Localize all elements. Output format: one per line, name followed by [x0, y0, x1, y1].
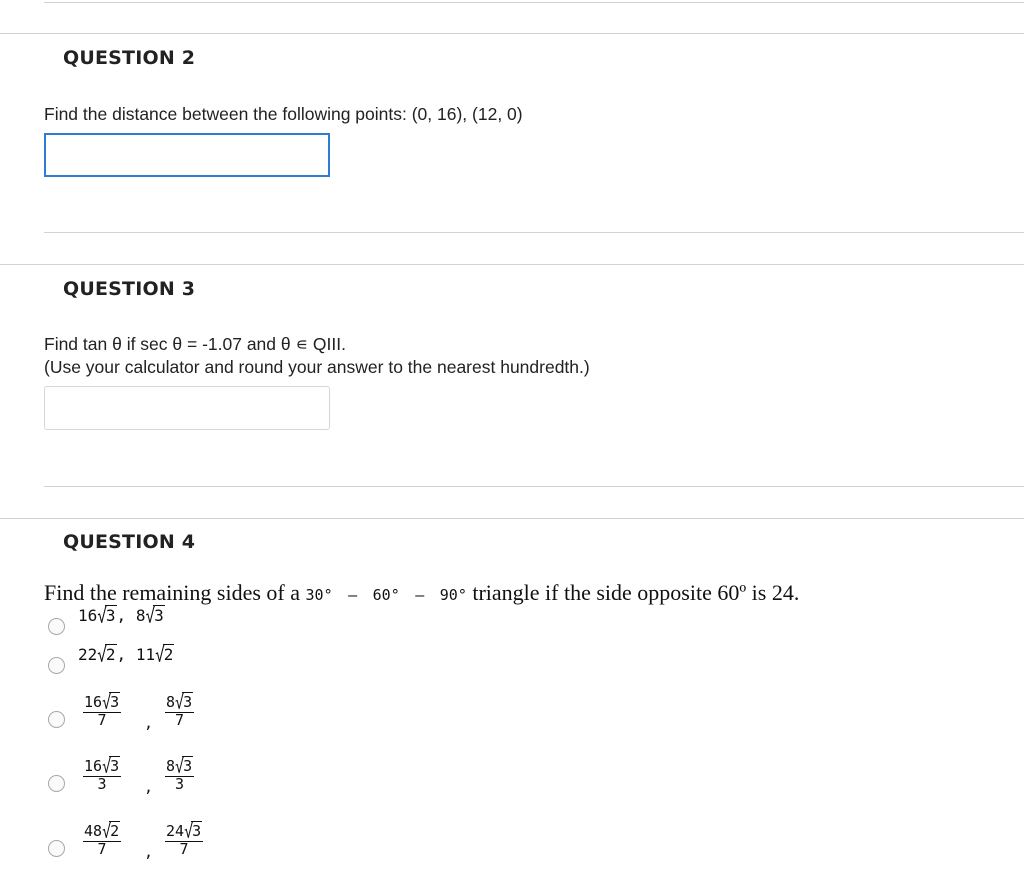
denominator: 7: [179, 840, 189, 858]
option-e-fraction-1[interactable]: [83, 819, 121, 858]
angle-30: 30°: [305, 586, 333, 604]
separator: ,: [144, 714, 154, 732]
radicand: 3: [105, 606, 116, 625]
option-c-fraction-2[interactable]: [165, 690, 194, 729]
numerator: [165, 819, 203, 843]
prompt-text-post: triangle if the side opposite 60º is 24.: [472, 580, 800, 605]
radical: [175, 754, 193, 778]
separator: ,: [144, 778, 154, 796]
radicand: 3: [154, 606, 164, 625]
coefficient: 8: [166, 693, 176, 711]
coefficient: 16: [78, 606, 98, 625]
radical: [102, 819, 120, 843]
prompt-text-pre: Find the remaining sides of a: [44, 580, 301, 605]
divider: [0, 518, 1024, 519]
numerator: [83, 754, 121, 778]
option-e-fraction-2[interactable]: [165, 819, 203, 858]
numerator: [83, 819, 121, 843]
radical-sign: √: [145, 603, 156, 628]
coefficient: 11: [135, 645, 156, 664]
numerator: [165, 754, 194, 778]
question-3-title: QUESTION 3: [63, 278, 196, 300]
question-3-prompt-line1: Find tan θ if sec θ = -1.07 and θ ∊ QIII.: [44, 334, 346, 354]
denominator: 7: [175, 711, 185, 729]
coefficient: 8: [135, 606, 146, 625]
question-2-answer-input[interactable]: [44, 133, 330, 177]
coefficient: 48: [84, 822, 103, 840]
question-2-title: QUESTION 2: [63, 47, 196, 69]
divider: [44, 232, 1024, 233]
option-d-fraction-1[interactable]: [83, 754, 121, 793]
radicand: 3: [183, 757, 193, 775]
radicand: 2: [110, 822, 120, 840]
radical: [102, 690, 120, 714]
radical: [97, 642, 116, 667]
radicand: 3: [110, 757, 120, 775]
radicand: 2: [163, 645, 174, 664]
radical-sign: √: [175, 690, 185, 714]
radical-sign: √: [175, 754, 185, 778]
radicand: 3: [192, 822, 202, 840]
dash: –: [348, 586, 358, 604]
radical: [145, 603, 164, 628]
option-d-fraction-2[interactable]: [165, 754, 194, 793]
radical: [102, 754, 120, 778]
question-3-prompt-line2: (Use your calculator and round your answer to the nearest hundredth.): [44, 357, 590, 377]
coefficient: 8: [166, 757, 176, 775]
radical-sign: √: [102, 754, 112, 778]
radical: [175, 690, 193, 714]
denominator: 7: [97, 840, 107, 858]
coefficient: 16: [84, 693, 103, 711]
radical: [184, 819, 202, 843]
option-a-radio[interactable]: [48, 618, 65, 635]
angle-60: 60°: [372, 586, 400, 604]
radicand: 3: [183, 693, 193, 711]
divider: [44, 486, 1024, 487]
divider: [0, 264, 1024, 265]
coefficient: 16: [84, 757, 103, 775]
radical-sign: √: [102, 690, 112, 714]
option-c-radio[interactable]: [48, 711, 65, 728]
radical-sign: √: [184, 819, 194, 843]
option-d-radio[interactable]: [48, 775, 65, 792]
separator: ,: [116, 645, 127, 664]
option-b-label[interactable]: [78, 642, 174, 667]
radicand: 3: [110, 693, 120, 711]
question-3-answer-input[interactable]: [44, 386, 330, 430]
question-2-prompt: Find the distance between the following points: (0, 16), (12, 0): [44, 104, 523, 124]
radical-sign: √: [155, 642, 165, 667]
question-4-title: QUESTION 4: [63, 531, 196, 553]
numerator: [83, 690, 121, 714]
question-4-prompt: [44, 580, 799, 606]
radical-sign: √: [97, 603, 107, 628]
angle-90: 90°: [439, 586, 467, 604]
denominator: 3: [97, 775, 107, 793]
option-a-label[interactable]: [78, 603, 165, 628]
separator: ,: [116, 606, 127, 625]
radical-sign: √: [102, 819, 112, 843]
radicand: 2: [105, 645, 116, 664]
denominator: 7: [97, 711, 107, 729]
radical: [97, 603, 116, 628]
numerator: [165, 690, 194, 714]
option-e-radio[interactable]: [48, 840, 65, 857]
coefficient: 22: [78, 645, 98, 664]
option-b-radio[interactable]: [48, 657, 65, 674]
radical-sign: √: [97, 642, 107, 667]
coefficient: 24: [166, 822, 185, 840]
divider: [44, 2, 1024, 3]
divider: [0, 33, 1024, 34]
dash: –: [415, 586, 425, 604]
option-c-fraction-1[interactable]: [83, 690, 121, 729]
radical: [155, 642, 174, 667]
separator: ,: [144, 843, 154, 861]
denominator: 3: [175, 775, 185, 793]
